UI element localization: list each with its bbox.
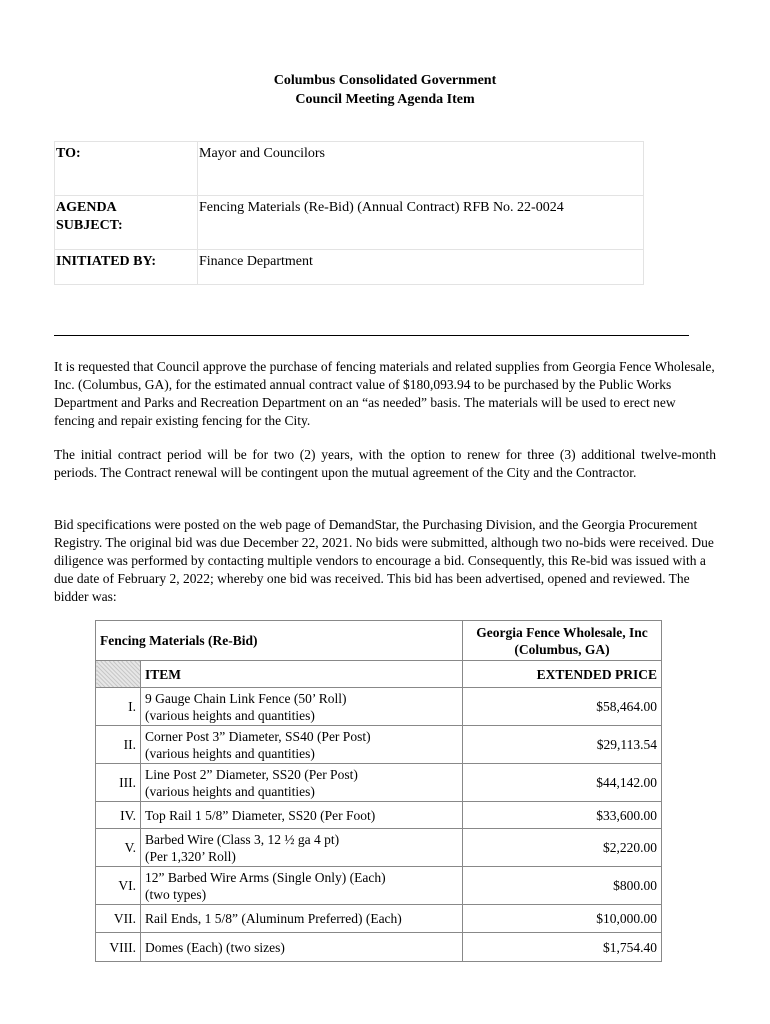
item-description-line1: 12” Barbed Wire Arms (Single Only) (Each) (145, 869, 386, 885)
item-description (141, 688, 463, 726)
vendor-name: Georgia Fence Wholesale, Inc (476, 624, 648, 640)
document-title: Columbus Consolidated Government (273, 73, 497, 88)
table-row (96, 764, 662, 802)
item-description-line1: Barbed Wire (Class 3, 12 ½ ga 4 pt) (145, 831, 340, 847)
table-row (96, 905, 662, 933)
agenda-header-table (54, 141, 644, 285)
agenda-label-line2: SUBJECT: (56, 218, 123, 233)
bid-table-header-row (96, 661, 662, 688)
item-description (141, 867, 463, 905)
extended-price-header: EXTENDED PRICE (463, 661, 662, 688)
item-number: VIII. (96, 933, 141, 962)
item-description (141, 802, 463, 829)
item-description-line2: (various heights and quantities) (145, 783, 315, 799)
item-extended-price: $44,142.00 (463, 764, 662, 802)
header-shaded-cell (96, 661, 141, 688)
item-description-line2: (various heights and quantities) (145, 707, 315, 723)
vendor-header (463, 621, 662, 661)
item-extended-price: $1,754.40 (463, 933, 662, 962)
document-subtitle: Council Meeting Agenda Item (295, 92, 475, 107)
item-extended-price: $33,600.00 (463, 802, 662, 829)
item-description-line2: (Per 1,320’ Roll) (145, 848, 236, 864)
agenda-subject-value: Fencing Materials (Re-Bid) (Annual Contract) RFB No. 22-0024 (198, 196, 644, 250)
to-value: Mayor and Councilors (198, 142, 644, 196)
item-description-line1: 9 Gauge Chain Link Fence (50’ Roll) (145, 690, 347, 706)
initiated-by-label: INITIATED BY: (55, 250, 198, 285)
to-label: TO: (55, 142, 198, 196)
item-description-line2: (various heights and quantities) (145, 745, 315, 761)
item-description-line1: Corner Post 3” Diameter, SS40 (Per Post) (145, 728, 371, 744)
table-row (96, 933, 662, 962)
item-description-line1: Domes (Each) (two sizes) (145, 939, 285, 955)
initiated-by-value: Finance Department (198, 250, 644, 285)
table-row (96, 829, 662, 867)
table-row (96, 726, 662, 764)
table-row (96, 802, 662, 829)
agenda-label-line1: AGENDA (56, 200, 117, 215)
horizontal-divider (54, 335, 689, 336)
table-row (96, 867, 662, 905)
item-number: VII. (96, 905, 141, 933)
table-row (96, 688, 662, 726)
vendor-location: (Columbus, GA) (514, 641, 610, 657)
item-header: ITEM (141, 661, 463, 688)
item-description-line2: (two types) (145, 886, 207, 902)
item-extended-price: $800.00 (463, 867, 662, 905)
item-description (141, 905, 463, 933)
agenda-subject-label (55, 196, 198, 250)
item-description (141, 764, 463, 802)
item-description-line1: Top Rail 1 5/8” Diameter, SS20 (Per Foot) (145, 807, 376, 823)
item-description (141, 933, 463, 962)
bid-table-title-row (96, 621, 662, 661)
item-description (141, 829, 463, 867)
item-number: III. (96, 764, 141, 802)
bid-table (95, 620, 662, 962)
item-number: II. (96, 726, 141, 764)
paragraph-contract-period: The initial contract period will be for two (2) years, with the option to renew for three (3) additional twelve-month periods. The Contract renewal will be contingent upon the mutual agreement of the City and the Contractor. (54, 447, 716, 480)
item-extended-price: $10,000.00 (463, 905, 662, 933)
item-number: VI. (96, 867, 141, 905)
paragraph-request: It is requested that Council approve the purchase of fencing materials and related supplies from Georgia Fence Wholesale, Inc. (Columbus, GA), for the estimated annual contract value of $180,093.94 to be purchased by the Public Works Department and Parks and Recreation Department on an “as needed” basis. The materials will be used to erect new fencing and repair existing fencing for the City. (54, 359, 715, 428)
item-number: IV. (96, 802, 141, 829)
item-extended-price: $29,113.54 (463, 726, 662, 764)
item-description (141, 726, 463, 764)
item-number: I. (96, 688, 141, 726)
paragraph-bid-specifications: Bid specifications were posted on the web page of DemandStar, the Purchasing Division, and the Georgia Procurement Registry. The original bid was due December 22, 2021. No bids were submitted, although two no-bids were received. Due diligence was performed by contacting multiple vendors to encourage a bid. Consequently, this Re-bid was issued with a due date of February 2, 2022; whereby one bid was received. This bid has been advertised, opened and reviewed. The bidder was: (54, 517, 714, 604)
item-number: V. (96, 829, 141, 867)
item-description-line1: Rail Ends, 1 5/8” (Aluminum Preferred) (Each) (145, 911, 402, 926)
item-extended-price: $2,220.00 (463, 829, 662, 867)
item-description-line1: Line Post 2” Diameter, SS20 (Per Post) (145, 766, 358, 782)
item-extended-price: $58,464.00 (463, 688, 662, 726)
bid-table-title: Fencing Materials (Re-Bid) (96, 621, 463, 661)
